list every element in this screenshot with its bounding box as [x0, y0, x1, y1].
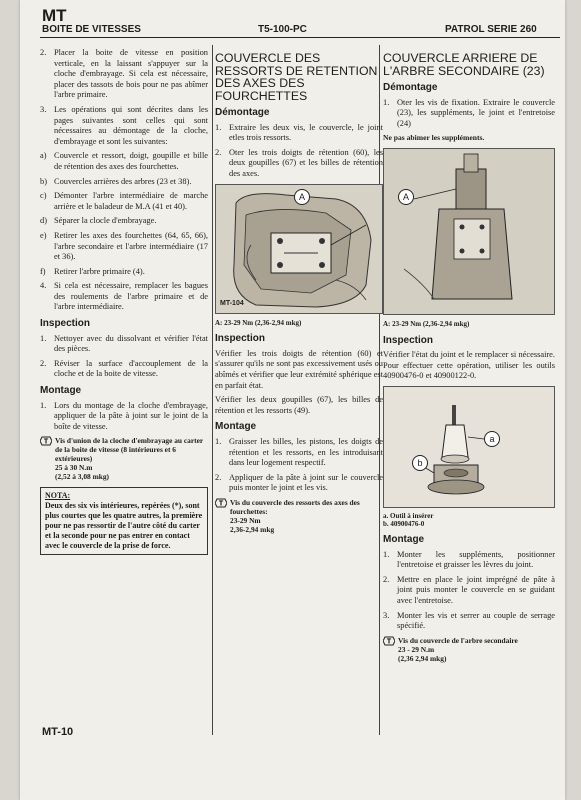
step-text: Les opérations qui sont décrites dans les pages suivantes sont celles qui sont nécessaires au démontage de la cloche, d'embrayage et sont les suivantes:	[54, 104, 208, 146]
step-text: Réviser la surface d'accouplement de la cloche et de la boite de vitesse.	[54, 358, 208, 379]
disassembly-steps	[40, 48, 208, 313]
torque-wrench-icon	[40, 436, 52, 446]
paragraph: Vérifier l'état du joint et le remplacer si nécessaire. Pour effectuer cette opération, utiliser les outils 40900476-0 et 40900122-0.	[383, 350, 555, 381]
column-middle	[215, 48, 383, 540]
step-item	[40, 401, 208, 433]
figure-caption: A: 23-29 Nm (2,36-2,94 mkg)	[383, 319, 470, 328]
step-text: Retirer l'arbre primaire (4).	[54, 266, 145, 276]
step-item	[40, 105, 208, 147]
step-number: a)	[40, 151, 47, 161]
figure-label: MT-104	[220, 299, 244, 307]
transmission-code: T5-100-PC	[258, 24, 307, 35]
svg-text:T: T	[43, 438, 49, 446]
section-title: BOITE DE VITESSES	[42, 24, 141, 35]
step-number: c)	[40, 191, 47, 201]
step-text: Extraire les deux vis, le couvercle, le joint etles trois ressorts.	[229, 122, 383, 143]
step-text: Mettre en place le joint imprégné de pâte à joint puis monter le couvercle en se guidant avec l'entretoise.	[397, 574, 555, 605]
step-text: Oter les vis de fixation. Extraire le couvercle (23), les suppléments, le joint et l'entretoise (24)	[397, 97, 555, 128]
callout-a-lower: a	[484, 431, 500, 447]
inspection-heading: Inspection	[215, 333, 266, 345]
montage-steps	[40, 401, 208, 433]
step-number: 3.	[383, 610, 390, 620]
section-code: MT	[42, 6, 67, 25]
legend-b: b. 40900476-0	[383, 520, 425, 529]
column-right	[383, 48, 555, 669]
torque-spec	[383, 636, 555, 663]
step-item	[40, 359, 208, 380]
torque-value: 23-29 Nm	[230, 515, 261, 525]
step-number: 3.	[40, 104, 47, 114]
step-item	[215, 148, 383, 180]
torque-note: Vis du couvercle des ressorts des axes des fourchettes:	[230, 497, 360, 516]
step-item	[40, 177, 208, 188]
col3-title: COUVERCLE ARRIERE DE L'ARBRE SECONDAIRE (23)	[383, 51, 545, 78]
step-item	[40, 151, 208, 172]
torque-wrench-icon	[215, 498, 227, 508]
step-text: Séparer la clocle d'embrayage.	[54, 216, 157, 226]
paragraph: Vérifier les trois doigts de rétention (60) et s'assurer qu'ils ne sont pas excessivement usés ou abîmés et vérifier que leur extrémité sphérique est en parfait état.	[215, 348, 383, 390]
step-text: Monter les vis et serrer au couple de serrage spécifié.	[397, 610, 555, 631]
step-number: f)	[40, 266, 46, 276]
demontage-heading: Démontage	[215, 107, 270, 118]
torque-note: Vis du couvercle de l'arbre secondaire	[398, 635, 518, 645]
step-text: Monter les suppléments, positionner l'entretoise et graisser les lèvres du joint.	[397, 549, 555, 570]
legend-a: a. Outil à insérer	[383, 511, 434, 520]
torque-spec	[215, 498, 383, 534]
step-number: 1.	[215, 122, 222, 132]
step-item	[383, 611, 555, 632]
figure-legend	[383, 512, 555, 529]
manual-page	[20, 0, 565, 800]
step-item	[40, 281, 208, 313]
step-number: b)	[40, 176, 47, 186]
step-number: 2.	[215, 472, 222, 482]
step-item	[40, 191, 208, 212]
demontage-steps	[215, 123, 383, 180]
step-number: 1.	[40, 333, 47, 343]
step-text: Démonter l'arbre intermédiaire de marche arrière et le baladeur de M.A (41 et 40).	[54, 191, 208, 211]
torque-note: Vis d'union de la cloche d'embrayage au carter de la boite de vitesse (8 intérieures et 6 extérieures)	[55, 436, 204, 464]
nota-title: NOTA:	[45, 491, 71, 501]
step-text: Lors du montage de la cloche d'embrayage, appliquer de la pâte à joint sur le joint de la boîte de vitesse.	[54, 400, 208, 431]
montage-steps	[215, 437, 383, 494]
step-number: 2.	[383, 574, 390, 584]
torque-value: 25 à 30 N.m	[55, 463, 93, 473]
column-divider-1	[212, 45, 213, 735]
col2-title: COUVERCLE DES RESSORTS DE RETENTION DES AXES DES FOURCHETTES	[215, 51, 378, 103]
montage-heading: Montage	[215, 421, 257, 433]
demontage-heading: Démontage	[383, 82, 438, 93]
step-text: Si cela est nécessaire, remplacer les bagues des roulements de l'arbre primaire et de l'arbre intermédiaire.	[54, 281, 208, 312]
step-text: Appliquer de la pâte à joint sur le couvercle puis monter le joint et les vis.	[229, 472, 383, 493]
figure-rear-cover	[383, 148, 555, 315]
montage-heading: Montage	[383, 533, 425, 545]
figure-caption: A: 23-29 Nm (2,36-2,94 mkg)	[215, 318, 302, 327]
step-number: 1.	[383, 549, 390, 559]
step-item	[215, 123, 383, 144]
torque-value: 23 - 29 N.m	[398, 644, 435, 654]
inspection-heading: Inspection	[40, 318, 91, 330]
step-item	[215, 473, 383, 494]
step-text: Couvercle et ressort, doigt, goupille et bille de rétention des axes des fourchettes.	[54, 151, 208, 171]
step-item	[40, 48, 208, 101]
warning-note: Ne pas abimer les suppléments.	[383, 133, 485, 143]
step-number: 1.	[383, 97, 390, 107]
step-number: 2.	[40, 48, 47, 57]
nota-box	[40, 487, 208, 555]
step-number: 4.	[40, 281, 47, 291]
inspection-steps	[40, 334, 208, 380]
montage-steps	[383, 550, 555, 632]
figure-seal-tool	[383, 386, 555, 508]
figure-mt104	[215, 184, 383, 314]
step-number: e)	[40, 230, 47, 240]
inspection-heading: Inspection	[383, 334, 434, 346]
seal-tool-illustration	[384, 387, 554, 507]
step-number: 2.	[40, 358, 47, 368]
step-item	[40, 334, 208, 355]
rear-cover-illustration	[384, 149, 554, 314]
montage-heading: Montage	[40, 385, 82, 397]
torque-spec	[40, 436, 208, 481]
page-number: MT-10	[42, 726, 74, 738]
step-item	[40, 231, 208, 263]
torque-alt: (2,36 2,94 mkg)	[398, 653, 447, 663]
step-item	[383, 550, 555, 571]
vehicle-series: PATROL SERIE 260	[445, 24, 537, 35]
step-item	[40, 216, 208, 227]
step-number: 1.	[40, 400, 47, 410]
step-text: Couvercles arrières des arbres (23 et 38).	[54, 176, 192, 186]
demontage-steps	[383, 98, 555, 130]
step-item	[40, 267, 208, 278]
paragraph: Vérifier les deux goupilles (67), les billes de rétention et les ressorts (49).	[215, 395, 383, 415]
torque-wrench-icon	[383, 636, 395, 646]
step-text: Oter les trois doigts de rétention (60), les deux goupilles (67) et les billes de rétention des axes.	[229, 147, 383, 178]
step-text: Nettoyer avec du dissolvant et vérifier l'état des pièces.	[54, 333, 208, 354]
svg-text:T: T	[386, 638, 392, 646]
step-number: 1.	[215, 436, 222, 446]
callout-b: b	[412, 455, 428, 471]
step-item	[383, 575, 555, 607]
step-text: Placer la boite de vitesse en position verticale, en la laissant s'appuyer sur la cloche d'embrayage. Si cela est nécessaire, placer des tassots de bois pour ne pas abîmer l'arbre primaire.	[54, 48, 208, 100]
step-text: Retirer les axes des fourchettes (64, 65, 66), l'arbre secondaire et l'arbre intermédiaire (17 et 36).	[54, 230, 208, 262]
step-number: 2.	[215, 147, 222, 157]
step-text: Graisser les billes, les pistons, les doigts de rétention et les ressorts, en les introduisant dans leur logement respectif.	[229, 436, 383, 468]
torque-alt: 2,36-2,94 mkg	[230, 524, 275, 534]
header-rule	[40, 37, 560, 38]
callout-a: A	[398, 189, 414, 205]
step-item	[383, 98, 555, 130]
callout-a: A	[294, 189, 310, 205]
svg-text:T: T	[218, 500, 224, 508]
nota-text: Deux des six vis intérieures, repérées (*), sont plus courtes que les quatre autres, la première pour ne pas ressortir de l'autre côté du carter et la seconde pour ne pas entrer en contact avec le couvercle de la prise de force.	[45, 501, 203, 551]
step-number: d)	[40, 216, 47, 226]
torque-alt: (2,52 à 3,08 mkg)	[55, 472, 109, 482]
step-item	[215, 437, 383, 469]
column-left	[40, 48, 208, 559]
